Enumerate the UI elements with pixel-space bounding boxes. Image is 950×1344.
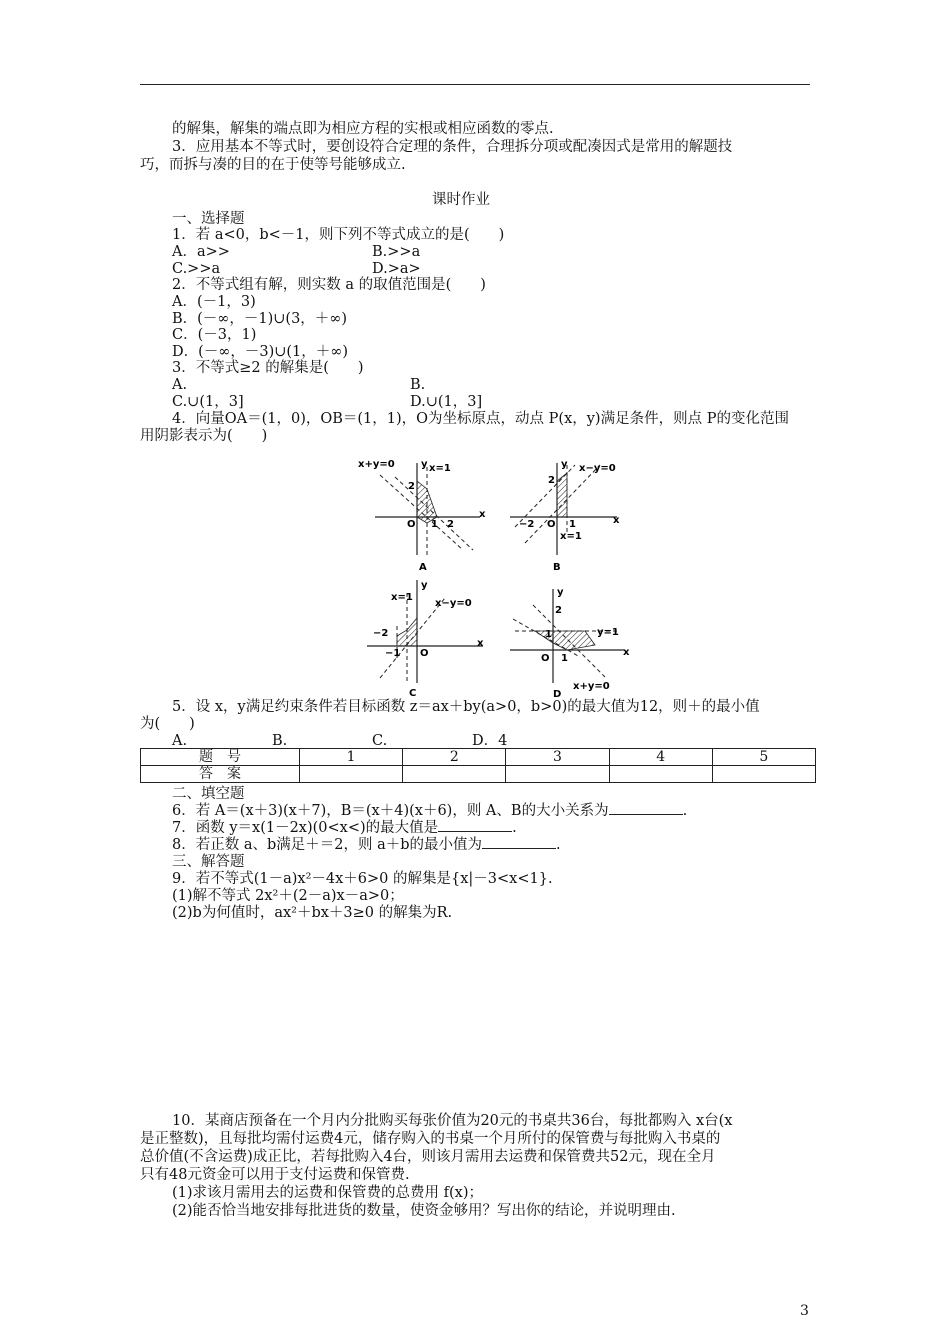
tick-y-1: 1 [545, 629, 552, 640]
q1-option-a: A．a>> [172, 244, 230, 260]
label-line-2: x=1 [391, 592, 413, 603]
tick-x-1: 1 [561, 653, 568, 664]
label-line-2: x=1 [429, 463, 451, 474]
q7-blank[interactable] [438, 819, 512, 832]
q3-option-d: D.∪(1，3] [410, 394, 483, 410]
label-origin: O [420, 648, 429, 659]
intro-line-1: 的解集，解集的端点即为相应方程的实根或相应函数的零点. [172, 121, 554, 137]
tick-y-2: 2 [548, 475, 555, 486]
table-row [141, 749, 816, 766]
question-number-5: 5 [712, 749, 815, 766]
figure-a [355, 455, 495, 575]
shaded-region [535, 631, 595, 650]
shaded-region [417, 481, 437, 523]
q2-option-b: B．(－∞，－1)∪(3，＋∞) [172, 311, 348, 327]
figure-caption: C [409, 688, 417, 699]
q1-stem: 1．若 a<0，b<－1，则下列不等式成立的是( ) [172, 227, 505, 243]
part1-heading: 一、选择题 [172, 211, 245, 227]
label-x-axis: x [623, 647, 630, 658]
q9-sub-2: (2)b为何值时，ax²＋bx＋3≥0 的解集为R. [172, 905, 453, 921]
q1-option-d: D.>a> [372, 261, 421, 277]
label-origin: O [547, 519, 556, 530]
label-line-1: x+y=0 [573, 681, 610, 692]
tick-y-2: 2 [408, 481, 415, 492]
q4-stem-line-2: 用阴影表示为( ) [140, 428, 268, 444]
q5-option-b: B. [272, 733, 288, 749]
label-line-2: y=1 [597, 627, 619, 638]
q10-line-3: 总价值(不含运费)成正比，若每批购入4台，则该月需用去运费和保管费共52元，现在全月 [140, 1149, 716, 1165]
q8 [172, 836, 561, 854]
label-y-axis: y [561, 459, 568, 470]
figure-b [505, 455, 645, 575]
q6-tail: . [682, 803, 688, 819]
label-line-2: x=1 [560, 531, 582, 542]
part2-heading: 二、填空题 [172, 786, 245, 802]
q5-option-c: C. [372, 733, 388, 749]
question-number-4: 4 [609, 749, 712, 766]
q1-option-b: B.>>a [372, 244, 421, 260]
label-line-1: x−y=0 [579, 463, 616, 474]
q4-stem-line-1: 4．向量OA＝(1，0)，OB＝(1，1)，O为坐标原点，动点 P(x，y)满足条件，则点 P的变化范围 [172, 411, 789, 427]
q8-blank[interactable] [482, 836, 556, 849]
q9-stem: 9．若不等式(1－a)x²－4x＋6>0 的解集是{x|－3<x<1}. [172, 871, 553, 887]
q7-tail: . [512, 820, 517, 836]
question-number-2: 2 [403, 749, 506, 766]
question-number-3: 3 [506, 749, 609, 766]
q10-line-4: 只有48元资金可以用于支付运费和保管费. [140, 1167, 410, 1183]
figure-caption: A [419, 562, 427, 573]
figure-c [365, 578, 495, 700]
q2-stem: 2．不等式组有解，则实数 a 的取值范围是( ) [172, 277, 486, 293]
tick-x-1: 1 [431, 519, 438, 530]
q5-option-a: A. [172, 733, 188, 749]
label-x-axis: x [479, 509, 486, 520]
q3-stem: 3．不等式≥2 的解集是( ) [172, 360, 364, 376]
question-number-1: 1 [300, 749, 403, 766]
intro-line-2: 3．应用基本不等式时，要创设符合定理的条件，合理拆分项或配凑因式是常用的解题技 [172, 139, 733, 155]
intro-line-3: 巧，而拆与凑的目的在于使等号能够成立. [140, 157, 406, 173]
section-title: 课时作业 [432, 192, 490, 208]
answer-cell-1[interactable] [300, 766, 403, 783]
answer-cell-3[interactable] [506, 766, 609, 783]
row-label-number: 题 号 [141, 749, 300, 766]
q10-sub-2: (2)能否恰当地安排每批进货的数量，使资金够用？写出你的结论，并说明理由. [172, 1203, 676, 1219]
header-rule [140, 84, 810, 85]
q2-option-d: D．(－∞，－3)∪(1，＋∞) [172, 344, 349, 360]
tick-x-neg-1: −1 [385, 648, 401, 659]
q10-line-2: 是正整数)，且每批均需付运费4元，储存购入的书桌一个月所付的保管费与每批购入书桌的 [140, 1131, 721, 1147]
q5-stem-line-1: 5．设 x，y满足约束条件若目标函数 z＝ax＋by(a>0，b>0)的最大值为12，则＋的最小值 [172, 699, 760, 715]
q6 [172, 802, 687, 820]
answer-cell-4[interactable] [609, 766, 712, 783]
q3-option-c: C.∪(1，3] [172, 394, 244, 410]
tick-x-neg-2: −2 [519, 519, 535, 530]
table-row [141, 766, 816, 783]
answer-table [140, 748, 816, 783]
part3-heading: 三、解答题 [172, 854, 245, 870]
label-origin: O [541, 653, 550, 664]
row-label-answer: 答 案 [141, 766, 300, 783]
label-y-axis: y [557, 587, 564, 598]
tick-x-1: 1 [569, 519, 576, 530]
label-x-axis: x [477, 638, 484, 649]
q7 [172, 819, 517, 837]
label-y-axis: y [421, 580, 428, 591]
label-x-axis: x [613, 515, 620, 526]
q10-sub-1: (1)求该月需用去的运费和保管费的总费用 f(x)； [172, 1185, 484, 1201]
tick-y-neg-2: −2 [373, 628, 389, 639]
tick-x-2: 2 [447, 519, 454, 530]
page-number: 3 [800, 1303, 809, 1319]
answer-cell-5[interactable] [712, 766, 815, 783]
q3-option-b: B. [410, 377, 426, 393]
tick-y-2: 2 [555, 605, 562, 616]
q6-text: 6．若 A＝(x＋3)(x＋7)，B＝(x＋4)(x＋6)，则 A、B的大小关系为 [172, 803, 609, 819]
q9-sub-1: (1)解不等式 2x²＋(2－a)x－a>0； [172, 888, 404, 904]
q1-option-c: C.>>a [172, 261, 221, 277]
q6-blank[interactable] [609, 802, 683, 815]
q3-option-a: A. [172, 377, 188, 393]
q8-text: 8．若正数 a、b满足＋＝2，则 a＋b的最小值为 [172, 837, 483, 853]
q5-stem-line-2: 为( ) [140, 716, 195, 732]
label-origin: O [407, 519, 416, 530]
shaded-region [557, 473, 567, 517]
q2-option-a: A．(－1，3) [172, 294, 256, 310]
q2-option-c: C．(－3，1) [172, 327, 257, 343]
label-line-1: x−y=0 [435, 598, 472, 609]
figure-caption: D [553, 689, 562, 700]
answer-cell-2[interactable] [403, 766, 506, 783]
q7-text: 7．函数 y＝x(1－2x)(0<x<)的最大值是 [172, 820, 439, 836]
q10-line-1: 10．某商店预备在一个月内分批购买每张价值为20元的书桌共36台，每批都购入 x台(x [172, 1113, 733, 1129]
figure-d [505, 585, 645, 700]
label-line-1: x+y=0 [358, 459, 395, 470]
figure-caption: B [553, 562, 561, 573]
q8-tail: . [556, 837, 561, 853]
label-y-axis: y [421, 459, 428, 470]
q5-option-d: D．4 [472, 733, 508, 749]
